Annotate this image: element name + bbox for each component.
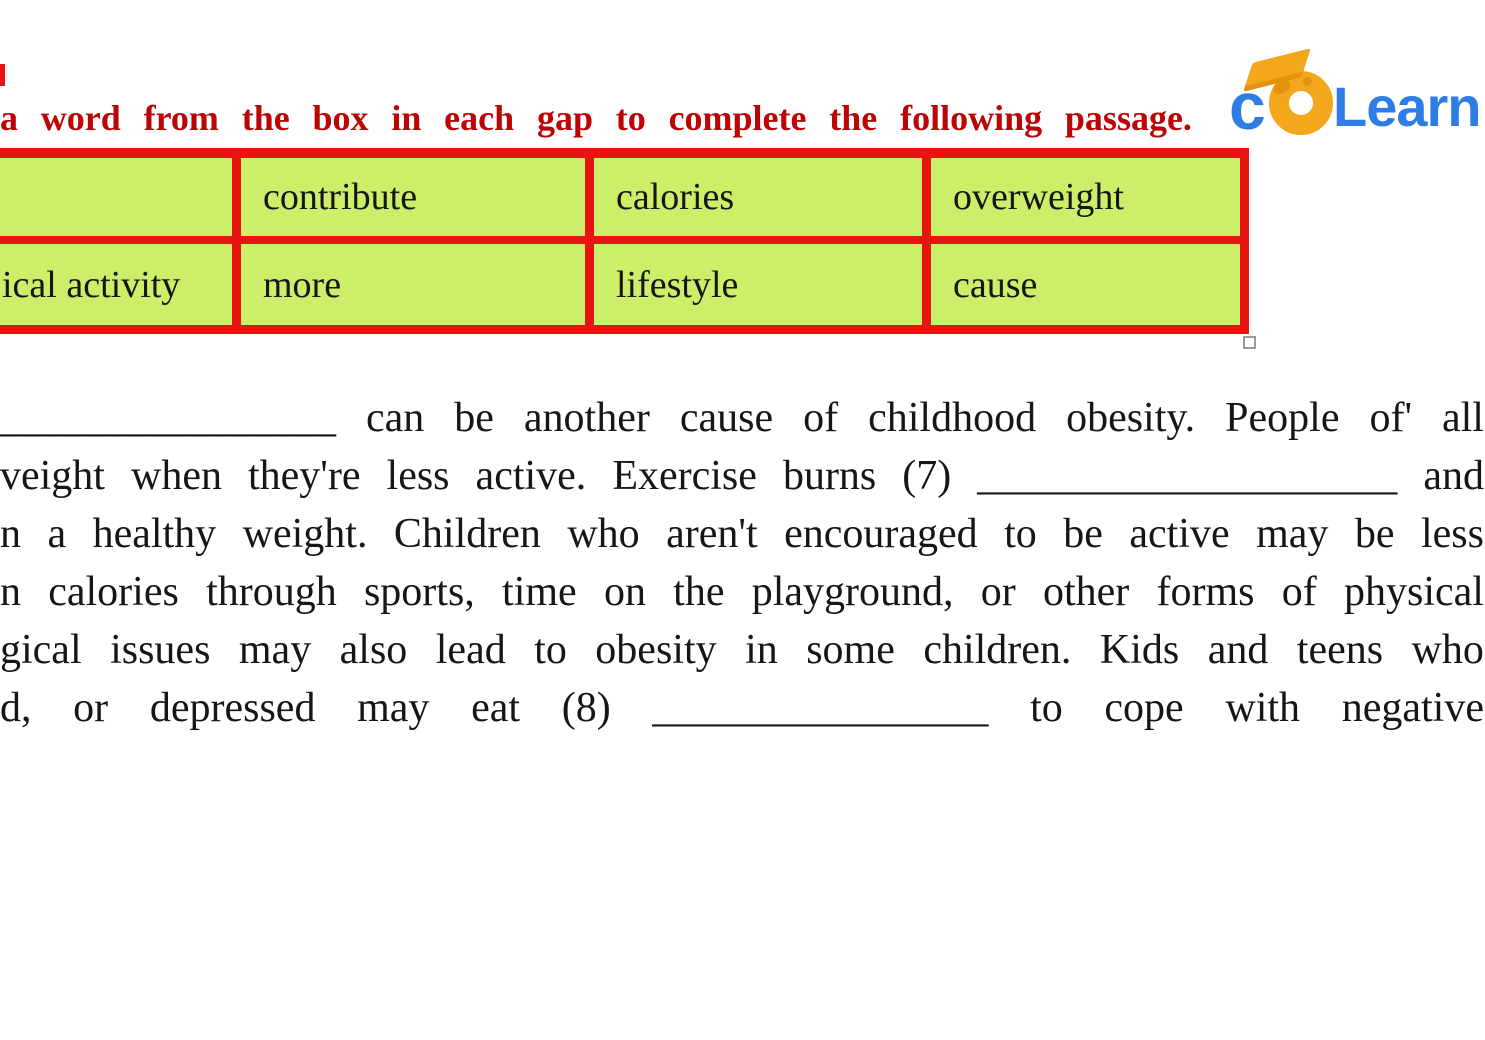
word: be [1063,511,1103,557]
word: another [523,395,650,441]
tassel-icon [1303,77,1312,86]
word: children. [923,627,1072,673]
word: burns [782,453,877,499]
word: ________________ [0,395,336,441]
word: also [339,627,408,673]
word: negative [1341,685,1484,731]
word: following [900,98,1043,138]
word: of' [1369,395,1413,441]
word: be [1354,511,1395,557]
word: Exercise [612,453,757,499]
word: d, [0,685,32,731]
word: of [1281,569,1317,615]
word: who [1411,627,1484,673]
word: when [131,453,222,499]
word-box-table [0,148,1249,334]
word: may [1256,511,1329,557]
word: (7) [902,453,952,499]
passage-line [0,389,1484,447]
word: passage. [1064,98,1192,138]
passage-line [0,621,1484,679]
word: encouraged [784,511,978,557]
word: childhood [868,395,1037,441]
word: through [206,569,337,615]
word: n [0,569,21,615]
word: Kids [1099,627,1180,673]
word: may [357,685,430,731]
passage-line [0,679,1484,737]
logo-wordmark: Learn [1333,75,1481,138]
word: in [745,627,778,673]
word-box-cell: cause [931,244,1240,325]
word: and [1423,453,1484,499]
word: veight [0,453,105,499]
word: Children [393,511,541,557]
passage-text [0,389,1484,737]
word-box-cell: calories [594,158,922,236]
word: with [1225,685,1301,731]
word: some [806,627,895,673]
word: the [673,569,725,615]
word: forms [1156,569,1255,615]
word: on [603,569,646,615]
word: a [0,98,18,138]
word: cope [1104,685,1184,731]
word: in [391,98,422,138]
passage-line [0,447,1484,505]
word: each [444,98,515,138]
word-box-cell: contribute [241,158,585,236]
word: a [47,511,67,557]
word: complete [668,98,807,138]
word: to [1030,685,1063,731]
word: sports, [363,569,475,615]
word: less [386,453,450,499]
word: other [1042,569,1130,615]
word: eat [471,685,521,731]
logo-letter-c: c [1229,69,1266,143]
passage-line [0,563,1484,621]
word: can [365,395,425,441]
word: n [0,511,21,557]
word: gap [536,98,593,138]
word: teens [1296,627,1384,673]
word: word [40,98,121,138]
word: time [502,569,577,615]
word-box-cell: ical activity [0,244,232,325]
word-box-cell: lifestyle [594,244,922,325]
word: depressed [149,685,316,731]
word: aren't [666,511,758,557]
word: be [454,395,494,441]
word-box-cell: more [241,244,585,325]
table-resize-handle[interactable] [1243,336,1256,349]
word: active. [475,453,587,499]
word: and [1207,627,1269,673]
word: healthy [92,511,217,557]
word: cause [679,395,774,441]
word: from [143,98,219,138]
word: or [73,685,109,731]
word: the [241,98,290,138]
word: the [829,98,878,138]
word: obesity. [1066,395,1196,441]
red-edge-artifact [0,64,5,86]
word: box [312,98,369,138]
word: or [980,569,1016,615]
word: People [1225,395,1340,441]
word: active [1129,511,1230,557]
word: playground, [751,569,954,615]
word: issues [110,627,211,673]
word: may [238,627,312,673]
word: less [1420,511,1484,557]
word: ________________ [652,685,989,731]
word: all [1442,395,1484,441]
word-box-cell [0,158,232,236]
word: to [615,98,646,138]
word: (8) [561,685,611,731]
passage-line [0,505,1484,563]
word: physical [1343,569,1484,615]
word: calories [48,569,179,615]
word: to [534,627,567,673]
instruction-heading [0,92,1192,144]
word: weight. [242,511,368,557]
word: to [1004,511,1037,557]
word: of [803,395,839,441]
word: ____________________ [977,453,1398,499]
colearn-logo [1225,55,1481,150]
word-box-cell: overweight [931,158,1240,236]
word: obesity [595,627,717,673]
word: they're [248,453,361,499]
word: gical [0,627,82,673]
word: who [567,511,640,557]
word: lead [435,627,506,673]
